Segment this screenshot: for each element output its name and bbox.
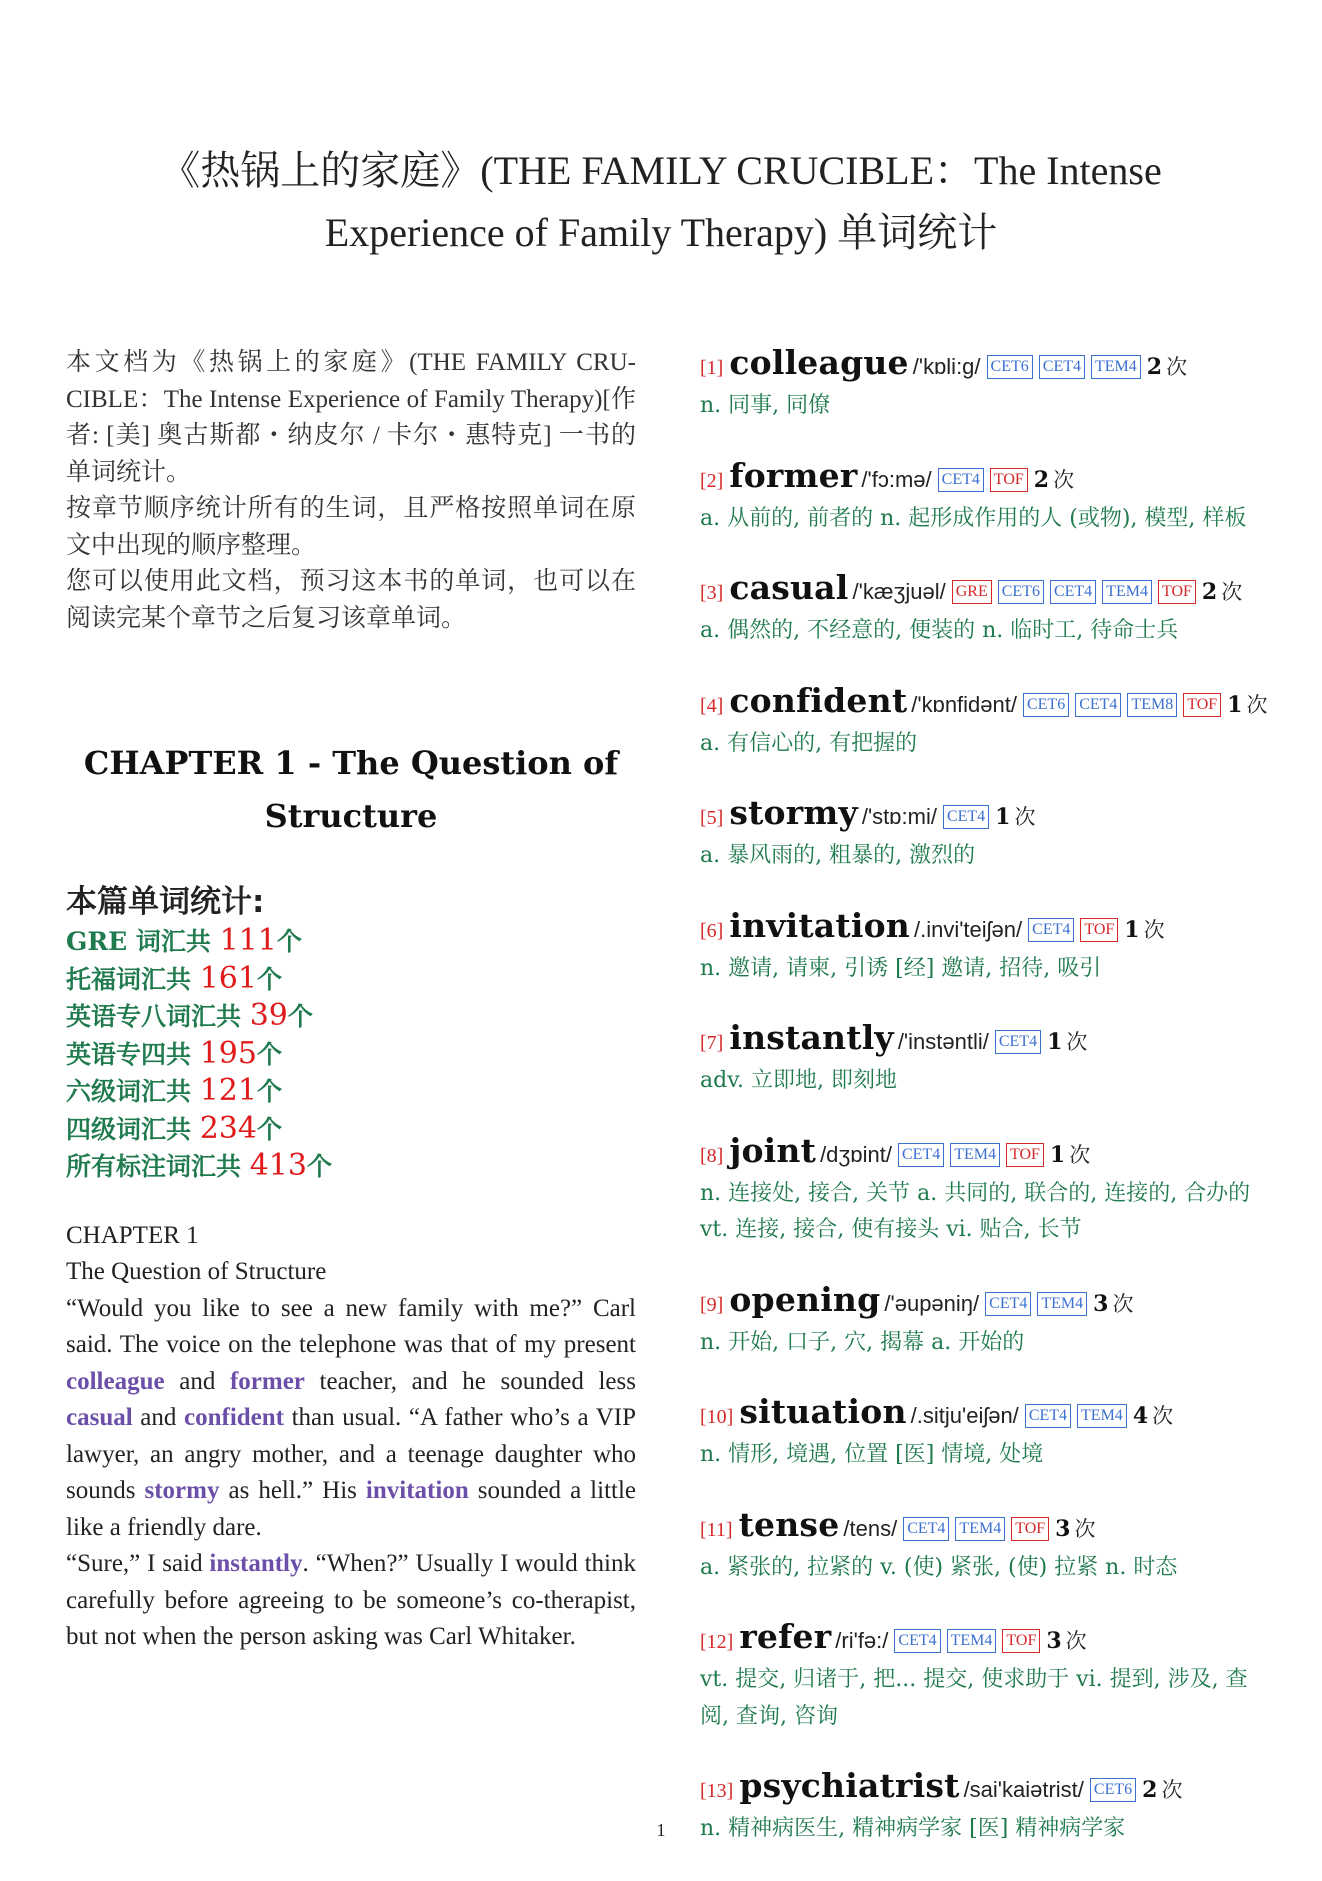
vocab-entry-head bbox=[700, 1394, 1272, 1437]
exam-tag-badge: TEM4 bbox=[950, 1143, 1000, 1167]
vocab-entry-head bbox=[700, 1130, 1272, 1176]
entry-phonetic: /sai'kaiətrist/ bbox=[963, 1777, 1084, 1802]
entry-index: [9] bbox=[700, 1293, 724, 1316]
stat-label: 托福词汇共 bbox=[66, 964, 200, 994]
vocab-entry-head bbox=[700, 1279, 1272, 1325]
vocab-entry bbox=[700, 795, 1272, 875]
vocab-entry bbox=[700, 1619, 1272, 1735]
vocab-entry-head bbox=[700, 1020, 1272, 1063]
exam-tag-badge: CET4 bbox=[943, 805, 989, 829]
entry-phonetic: /tens/ bbox=[843, 1515, 898, 1541]
intro-section bbox=[66, 345, 636, 637]
stat-row bbox=[66, 923, 636, 961]
chapter-heading bbox=[66, 737, 636, 843]
vocab-entry-head bbox=[700, 1768, 1272, 1811]
vocab-entry bbox=[700, 1279, 1272, 1362]
exam-tag-badge: TEM4 bbox=[1091, 355, 1141, 379]
chapter-text bbox=[66, 1218, 636, 1656]
text-segment: and bbox=[132, 1404, 184, 1431]
entry-index: [10] bbox=[700, 1406, 734, 1428]
chapter-text-subtitle: The Question of Structure bbox=[66, 1258, 327, 1285]
intro-paragraph: 按章节顺序统计所有的生词，且严格按照单词在原文中出现的顺序整理。 bbox=[66, 495, 636, 559]
entry-index: [13] bbox=[700, 1780, 734, 1802]
entry-word: opening bbox=[729, 1279, 881, 1319]
text-segment: . “When?” Usually I would think carefully before agreeing to be someone’s co-therapist, but not when the person asking was Carl Whitaker. bbox=[66, 1550, 636, 1650]
entry-index: [1] bbox=[700, 357, 724, 379]
entry-count: 1 bbox=[995, 804, 1011, 830]
entry-definition: a. 紧张的, 拉紧的 v. (使) 紧张, (使) 拉紧 n. 时态 bbox=[700, 1554, 1178, 1580]
entry-phonetic: /'əupəniŋ/ bbox=[884, 1290, 980, 1316]
chapter-text-label: CHAPTER 1 bbox=[66, 1221, 199, 1249]
vocab-entry-head bbox=[700, 680, 1272, 726]
entry-phonetic: /'kɒnfidənt/ bbox=[911, 691, 1017, 717]
stat-label: 英语专八词汇共 bbox=[66, 1002, 250, 1031]
entry-phonetic: /'kæʒjuəl/ bbox=[852, 579, 946, 604]
stat-unit: 个 bbox=[256, 1077, 282, 1106]
stat-row bbox=[66, 1073, 636, 1111]
exam-tag-badge: CET4 bbox=[894, 1629, 940, 1653]
vocab-entry bbox=[700, 905, 1272, 988]
stat-unit: 个 bbox=[256, 1039, 282, 1069]
entry-definition: n. 情形, 境遇, 位置 [医] 情境, 处境 bbox=[700, 1442, 1044, 1467]
entry-count-unit: 次 bbox=[1074, 1516, 1096, 1541]
entry-count: 3 bbox=[1055, 1515, 1071, 1542]
intro-paragraph: 本文档为《热锅上的家庭》(THE FAMILY CRUCIBLE：The Intense Experience of Family Therapy)[作者: [美] 奥古斯都・纳皮尔 / 卡尔・惠特克] 一书的单词统计。 bbox=[66, 349, 636, 486]
stat-count: 39 bbox=[249, 998, 288, 1033]
vocab-entry bbox=[700, 1130, 1272, 1249]
vocab-entry-head bbox=[700, 570, 1272, 613]
stat-label: 英语专四共 bbox=[66, 1039, 200, 1069]
exam-tag-badge: TOF bbox=[1011, 1517, 1049, 1541]
stat-row bbox=[66, 961, 636, 999]
entry-definition: adv. 立即地, 即刻地 bbox=[700, 1068, 897, 1093]
exam-tag-badge: TOF bbox=[1158, 580, 1196, 604]
vocab-entry bbox=[700, 680, 1272, 763]
entry-word: instantly bbox=[729, 1018, 894, 1057]
highlighted-word: invitation bbox=[365, 1477, 469, 1504]
stat-unit: 个 bbox=[276, 927, 302, 956]
vocab-entry-head bbox=[700, 345, 1272, 388]
entry-count-unit: 次 bbox=[1014, 805, 1036, 829]
entry-count: 2 bbox=[1146, 354, 1163, 380]
entry-count: 1 bbox=[1227, 691, 1243, 718]
highlighted-word: former bbox=[229, 1367, 305, 1395]
stat-row bbox=[66, 998, 636, 1036]
stat-unit: 个 bbox=[287, 1002, 313, 1031]
text-segment: teacher, and he sounded less bbox=[304, 1367, 636, 1395]
entry-count: 2 bbox=[1201, 579, 1218, 605]
exam-tag-badge: CET4 bbox=[1039, 355, 1085, 379]
stats-list bbox=[66, 923, 636, 1186]
entry-index: [11] bbox=[700, 1518, 733, 1541]
entry-index: [7] bbox=[700, 1032, 724, 1054]
vocab-entry bbox=[700, 1394, 1272, 1474]
stat-count: 161 bbox=[199, 960, 257, 996]
entry-count: 2 bbox=[1033, 466, 1050, 493]
entry-phonetic: /.invi'teiʃən/ bbox=[913, 916, 1023, 942]
entry-word: situation bbox=[739, 1392, 907, 1431]
entry-word: refer bbox=[739, 1617, 832, 1656]
entry-phonetic: /'instəntli/ bbox=[897, 1029, 989, 1054]
entry-word: colleague bbox=[729, 343, 909, 382]
entry-word: casual bbox=[729, 568, 849, 607]
exam-tag-badge: TEM4 bbox=[947, 1629, 997, 1653]
stat-row bbox=[66, 1111, 636, 1149]
vocabulary-list bbox=[700, 345, 1272, 1881]
text-segment: sounded a little like a friendly dare. bbox=[66, 1477, 637, 1541]
exam-tag-badge: TEM4 bbox=[955, 1517, 1005, 1541]
chapter-paragraph bbox=[66, 1291, 636, 1547]
text-segment: “Would you like to see a new family with me?” Carl said. The voice on the telephone was that of my present bbox=[66, 1294, 636, 1358]
exam-tag-badge: CET4 bbox=[898, 1143, 944, 1167]
text-segment: and bbox=[164, 1367, 230, 1395]
entry-word: confident bbox=[729, 680, 908, 720]
stats-title: 本篇单词统计: bbox=[66, 884, 265, 920]
stat-count: 111 bbox=[219, 923, 277, 958]
exam-tag-badge: TEM4 bbox=[1037, 1292, 1087, 1316]
entry-count-unit: 次 bbox=[1053, 467, 1075, 492]
entry-index: [8] bbox=[700, 1144, 724, 1167]
stat-label: 四级词汇共 bbox=[66, 1114, 200, 1144]
entry-count: 3 bbox=[1046, 1628, 1062, 1654]
entry-count-unit: 次 bbox=[1246, 692, 1268, 717]
entry-definition: n. 精神病医生, 精神病学家 [医] 精神病学家 bbox=[700, 1816, 1126, 1841]
entry-index: [2] bbox=[700, 469, 724, 492]
entry-phonetic: /.sitju'eiʃən/ bbox=[910, 1403, 1019, 1428]
highlighted-word: confident bbox=[184, 1404, 284, 1431]
exam-tag-badge: TEM8 bbox=[1127, 693, 1177, 717]
entry-definition: a. 有信心的, 有把握的 bbox=[700, 730, 918, 756]
exam-tag-badge: CET6 bbox=[998, 580, 1044, 604]
exam-tag-badge: CET4 bbox=[1075, 693, 1121, 717]
entry-count-unit: 次 bbox=[1221, 580, 1243, 604]
page-title-line-1: 《热锅上的家庭》(THE FAMILY CRUCIBLE：The Intense bbox=[160, 148, 1162, 193]
stat-unit: 个 bbox=[306, 1152, 332, 1181]
vocab-entry bbox=[700, 345, 1272, 425]
highlighted-word: casual bbox=[66, 1404, 133, 1431]
exam-tag-badge: CET4 bbox=[995, 1030, 1041, 1054]
page-title bbox=[100, 140, 1222, 264]
stat-label: 六级词汇共 bbox=[66, 1077, 200, 1106]
stat-count: 413 bbox=[249, 1148, 307, 1183]
entry-index: [5] bbox=[700, 807, 724, 829]
entry-definition: n. 同事, 同僚 bbox=[700, 393, 831, 418]
exam-tag-badge: GRE bbox=[952, 580, 992, 604]
exam-tag-badge: CET4 bbox=[1025, 1404, 1071, 1428]
entry-count-unit: 次 bbox=[1166, 355, 1188, 379]
text-segment: “Sure,” I said bbox=[66, 1550, 210, 1577]
entry-index: [6] bbox=[700, 919, 724, 942]
page-title-line-2: Experience of Family Therapy) 单词统计 bbox=[324, 210, 998, 255]
vocab-entry-head bbox=[700, 1504, 1272, 1550]
entry-count: 1 bbox=[1049, 1141, 1066, 1168]
page-number: 1 bbox=[656, 1820, 666, 1840]
entry-count: 3 bbox=[1093, 1290, 1109, 1317]
vocab-entry bbox=[700, 1504, 1272, 1587]
exam-tag-badge: CET4 bbox=[985, 1292, 1031, 1316]
exam-tag-badge: CET4 bbox=[1028, 918, 1074, 942]
entry-count: 2 bbox=[1142, 1777, 1158, 1803]
entry-definition: a. 偶然的, 不经意的, 便装的 n. 临时工, 待命士兵 bbox=[700, 618, 1179, 643]
entry-count-unit: 次 bbox=[1143, 917, 1165, 942]
exam-tag-badge: TEM4 bbox=[1077, 1404, 1127, 1428]
exam-tag-badge: TOF bbox=[1183, 693, 1221, 717]
stat-unit: 个 bbox=[256, 964, 282, 994]
left-column bbox=[66, 345, 636, 1656]
vocab-entry bbox=[700, 1020, 1272, 1100]
entry-phonetic: /ri'fə:/ bbox=[835, 1628, 889, 1653]
entry-definition: vt. 提交, 归诸于, 把... 提交, 使求助于 vi. 提到, 涉及, 查阅, 查询, 咨询 bbox=[700, 1667, 1248, 1729]
entry-count-unit: 次 bbox=[1161, 1778, 1183, 1802]
stat-count: 195 bbox=[199, 1035, 257, 1071]
chapter-heading-line-1: CHAPTER 1 - The Question of bbox=[83, 744, 619, 782]
entry-word: tense bbox=[738, 1504, 840, 1544]
stat-unit: 个 bbox=[256, 1114, 282, 1144]
text-segment: than usual. “A father who’s a VIP lawyer, an angry mother, and a teenage daughter who sounds bbox=[66, 1404, 636, 1504]
entry-count: 4 bbox=[1132, 1403, 1149, 1429]
highlighted-word: instantly bbox=[209, 1550, 303, 1577]
highlighted-word: stormy bbox=[144, 1477, 220, 1504]
entry-count-unit: 次 bbox=[1065, 1629, 1087, 1653]
stat-count: 234 bbox=[199, 1110, 257, 1146]
entry-word: invitation bbox=[729, 905, 910, 945]
exam-tag-badge: TOF bbox=[990, 468, 1028, 492]
entry-definition: a. 暴风雨的, 粗暴的, 激烈的 bbox=[700, 843, 976, 868]
entry-index: [3] bbox=[700, 582, 724, 604]
stat-count: 121 bbox=[199, 1073, 257, 1108]
vocab-entry-head bbox=[700, 905, 1272, 951]
entry-count: 1 bbox=[1047, 1029, 1063, 1055]
highlighted-word: colleague bbox=[66, 1367, 165, 1395]
stat-label: 所有标注词汇共 bbox=[66, 1152, 250, 1181]
entry-phonetic: /dʒɒint/ bbox=[820, 1141, 892, 1167]
entry-word: stormy bbox=[729, 793, 858, 832]
entry-definition: n. 开始, 口子, 穴, 揭幕 a. 开始的 bbox=[700, 1329, 1025, 1355]
entry-count: 1 bbox=[1124, 916, 1140, 943]
vocab-entry-head bbox=[700, 455, 1272, 501]
chapter-heading-line-2: Structure bbox=[264, 797, 438, 835]
exam-tag-badge: CET4 bbox=[1050, 580, 1096, 604]
stat-label: GRE 词汇共 bbox=[66, 927, 220, 956]
intro-paragraph: 您可以使用此文档，预习这本书的单词，也可以在阅读完某个章节之后复习该章单词。 bbox=[66, 568, 636, 632]
exam-tag-badge: TEM4 bbox=[1102, 580, 1152, 604]
chapter-paragraph bbox=[66, 1546, 636, 1656]
entry-word: joint bbox=[729, 1130, 817, 1170]
entry-word: former bbox=[729, 455, 858, 495]
text-segment: as hell.” His bbox=[219, 1477, 366, 1504]
exam-tag-badge: CET6 bbox=[1090, 1778, 1136, 1802]
exam-tag-badge: CET4 bbox=[903, 1517, 949, 1541]
exam-tag-badge: CET4 bbox=[938, 468, 984, 492]
entry-word: psychiatrist bbox=[739, 1766, 960, 1805]
entry-count-unit: 次 bbox=[1069, 1142, 1091, 1167]
stat-row bbox=[66, 1036, 636, 1074]
stat-row bbox=[66, 1148, 636, 1186]
entry-count-unit: 次 bbox=[1112, 1291, 1134, 1316]
entry-count-unit: 次 bbox=[1152, 1404, 1174, 1428]
vocab-entry bbox=[700, 570, 1272, 650]
entry-index: [4] bbox=[700, 694, 724, 717]
vocab-entry-head bbox=[700, 1619, 1272, 1662]
entry-phonetic: /'stɒ:mi/ bbox=[861, 804, 937, 829]
entry-index: [12] bbox=[700, 1631, 734, 1653]
exam-tag-badge: TOF bbox=[1002, 1629, 1040, 1653]
entry-count-unit: 次 bbox=[1066, 1030, 1088, 1054]
entry-phonetic: /'fɔ:mə/ bbox=[861, 466, 932, 492]
entry-definition: n. 连接处, 接合, 关节 a. 共同的, 联合的, 连接的, 合办的 vt. 连接, 接合, 使有接头 vi. 贴合, 长节 bbox=[700, 1180, 1251, 1242]
vocab-entry-head bbox=[700, 795, 1272, 838]
exam-tag-badge: CET6 bbox=[1023, 693, 1069, 717]
entry-definition: a. 从前的, 前者的 n. 起形成作用的人 (或物), 模型, 样板 bbox=[700, 505, 1247, 531]
entry-phonetic: /'kɒli:g/ bbox=[912, 354, 981, 379]
exam-tag-badge: TOF bbox=[1006, 1143, 1044, 1167]
entry-definition: n. 邀请, 请柬, 引诱 [经] 邀请, 招待, 吸引 bbox=[700, 955, 1102, 981]
exam-tag-badge: CET6 bbox=[987, 355, 1033, 379]
vocab-entry bbox=[700, 455, 1272, 538]
exam-tag-badge: TOF bbox=[1080, 918, 1118, 942]
